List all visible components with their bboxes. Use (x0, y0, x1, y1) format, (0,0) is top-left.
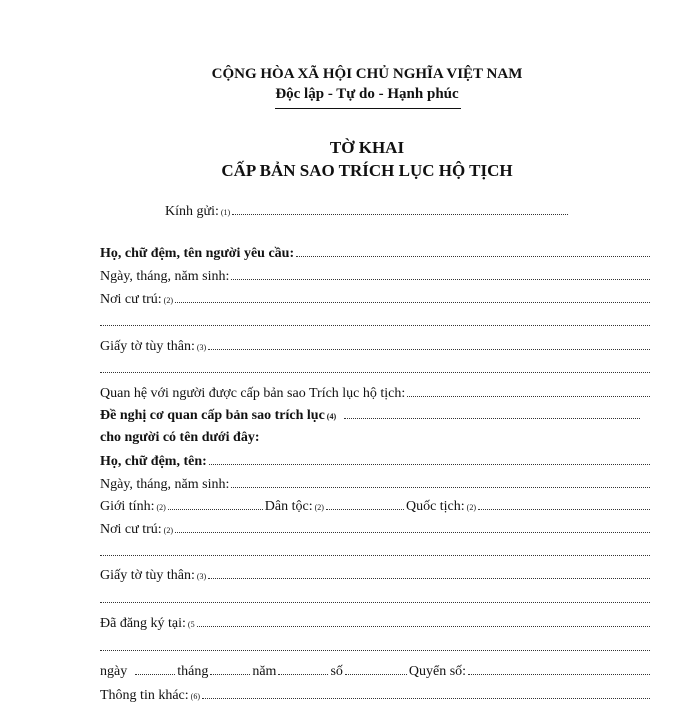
request-field[interactable] (344, 406, 640, 419)
subject-id-field[interactable] (208, 566, 650, 579)
header-divider (275, 108, 461, 109)
subject-residence-field[interactable] (175, 520, 650, 533)
registered-at-field[interactable] (197, 614, 650, 627)
subject-gender-field[interactable] (168, 497, 263, 510)
requester-dob-label: Ngày, tháng, năm sinh: (100, 269, 230, 284)
requester-id-line (100, 337, 650, 355)
subject-id-note: (3) (196, 572, 207, 581)
registered-at-line (100, 614, 650, 632)
addressee-note: (1) (220, 208, 231, 217)
requester-id-label: Giấy tờ tùy thân: (100, 339, 195, 354)
subject-id-line (100, 566, 650, 584)
subject-name-label: Họ, chữ đệm, tên: (100, 454, 207, 469)
other-info-label: Thông tin khác: (100, 688, 189, 703)
other-info-field[interactable] (202, 686, 650, 699)
subject-residence-note: (2) (163, 526, 173, 535)
subject-residence-label: Nơi cư trú: (100, 522, 162, 537)
requester-residence-field-2[interactable] (100, 313, 650, 326)
registration-date-line (100, 662, 650, 680)
request-line (100, 406, 640, 424)
requester-residence-cont (100, 313, 650, 331)
form-title: TỜ KHAI (329, 138, 405, 157)
subject-id-label: Giấy tờ tùy thân: (100, 568, 195, 583)
subject-ethnicity-note: (2) (314, 503, 324, 512)
requester-name-line (100, 244, 650, 262)
registered-at-cont (100, 638, 650, 656)
subject-dob-line (100, 475, 650, 493)
requester-relation-line (100, 384, 650, 402)
requester-id-note: (3) (196, 343, 207, 352)
other-info-line (100, 686, 650, 704)
requester-id-cont (100, 360, 650, 378)
requester-id-field-2[interactable] (100, 360, 650, 373)
requester-dob-field[interactable] (231, 267, 650, 280)
addressee-line (165, 202, 568, 220)
subject-dob-field[interactable] (231, 475, 650, 488)
requester-residence-label: Nơi cư trú: (100, 292, 162, 307)
request-label: Đề nghị cơ quan cấp bản sao trích lục (100, 408, 325, 423)
subject-name-field[interactable] (209, 452, 650, 465)
month-label: tháng (177, 664, 209, 679)
request-note: (4) (326, 412, 337, 421)
year-field[interactable] (278, 662, 328, 675)
form-subtitle: CẤP BẢN SAO TRÍCH LỤC HỘ TỊCH (221, 161, 513, 180)
subject-id-field-2[interactable] (100, 590, 650, 603)
registered-at-label: Đã đăng ký tại: (100, 616, 186, 631)
subject-dob-label: Ngày, tháng, năm sinh: (100, 477, 230, 492)
subject-residence-field-2[interactable] (100, 543, 650, 556)
number-label: số (330, 664, 343, 679)
addressee-label: Kính gửi: (165, 204, 219, 219)
day-field[interactable] (135, 662, 175, 675)
subject-ethnicity-field[interactable] (326, 497, 404, 510)
other-info-note: (6) (190, 692, 200, 701)
subject-ethnicity-label: Dân tộc: (264, 499, 313, 514)
number-field[interactable] (345, 662, 407, 675)
registered-at-field-2[interactable] (100, 638, 650, 651)
subject-gender-note: (2) (156, 503, 166, 512)
registered-at-note: (5 (187, 620, 195, 629)
requester-residence-line (100, 290, 650, 308)
month-field[interactable] (210, 662, 250, 675)
year-label: năm (252, 664, 277, 679)
subject-nationality-field[interactable] (478, 497, 650, 510)
addressee-field[interactable] (232, 202, 568, 215)
requester-relation-label: Quan hệ với người được cấp bản sao Trích lục hộ tịch: (100, 386, 406, 401)
subject-name-line (100, 452, 650, 470)
day-label: ngày (100, 664, 128, 679)
subject-nationality-label: Quốc tịch: (405, 499, 465, 514)
subject-residence-line (100, 520, 650, 538)
requester-relation-field[interactable] (407, 384, 650, 397)
requester-residence-field[interactable] (175, 290, 650, 303)
subject-gender-label: Giới tính: (100, 499, 155, 514)
book-label: Quyển số: (408, 664, 467, 679)
request-label-2: cho người có tên dưới đây: (100, 430, 260, 445)
requester-id-field[interactable] (208, 337, 650, 350)
request-line-2 (100, 429, 650, 447)
country-header: CỘNG HÒA XÃ HỘI CHỦ NGHĨA VIỆT NAM (211, 66, 523, 82)
subject-nationality-note: (2) (466, 503, 476, 512)
subject-residence-cont (100, 543, 650, 561)
requester-name-field[interactable] (296, 244, 650, 257)
motto-header: Độc lập - Tự do - Hạnh phúc (275, 86, 459, 102)
book-field[interactable] (468, 662, 650, 675)
requester-name-label: Họ, chữ đệm, tên người yêu cầu: (100, 246, 295, 261)
requester-dob-line (100, 267, 650, 285)
subject-id-cont (100, 590, 650, 608)
subject-demographics-line (100, 497, 650, 515)
requester-residence-note: (2) (163, 296, 173, 305)
